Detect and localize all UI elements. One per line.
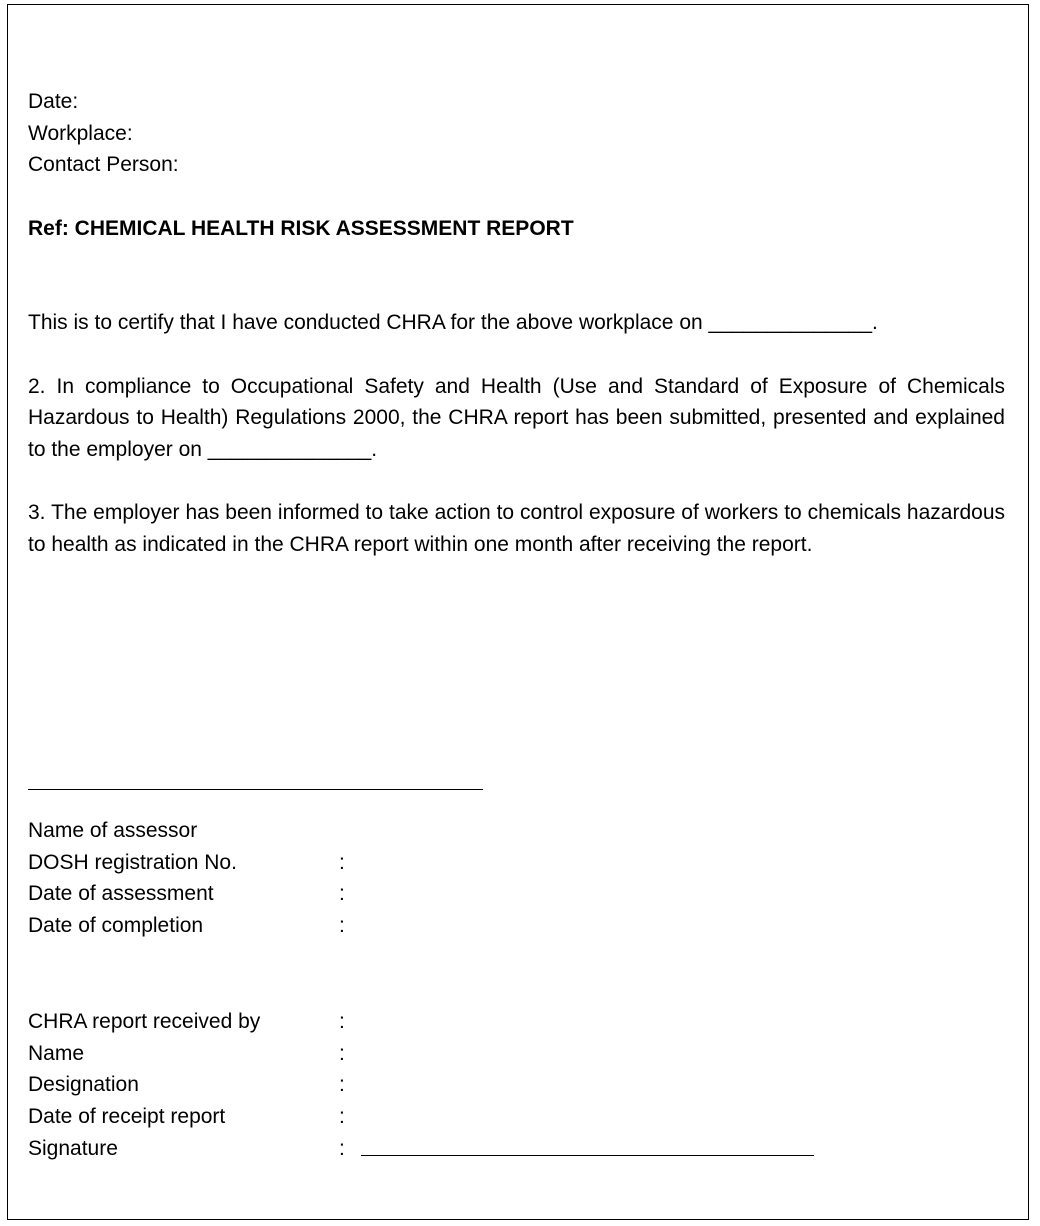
dosh-row	[28, 847, 361, 879]
employer-action-paragraph: 3. The employer has been informed to take action to control exposure of workers to chemicals hazardous to health as indicated in the CHRA report within one month after receiving the report.	[28, 501, 1005, 556]
colon: :	[339, 914, 345, 938]
completion-date-row	[28, 910, 361, 942]
letter-body	[28, 86, 1005, 560]
completion-date-label: Date of completion	[28, 914, 204, 938]
assessor-name-label: Name of assessor	[28, 819, 198, 842]
colon: :	[339, 1105, 345, 1129]
receipt-date-label: Date of receipt report	[28, 1105, 226, 1129]
signature-label: Signature	[28, 1136, 118, 1160]
receipt-date-row	[28, 1101, 814, 1133]
assessment-date-label: Date of assessment	[28, 882, 214, 906]
assessor-name-row	[28, 815, 361, 847]
colon: :	[339, 882, 345, 906]
colon: :	[339, 1010, 345, 1033]
signature-row	[28, 1133, 814, 1165]
compliance-paragraph: 2. In compliance to Occupational Safety and Health (Use and Standard of Exposure of Chemicals Hazardous to Health) Regulations 2000, the CHRA report has been submitted, presented and explained to the employer on ______________.	[28, 374, 1005, 461]
colon: :	[339, 1073, 345, 1097]
designation-label: Designation	[28, 1073, 139, 1097]
workplace-label: Workplace:	[28, 121, 133, 145]
colon: :	[339, 850, 345, 874]
receiver-signature-line	[361, 1133, 814, 1156]
received-by-row	[28, 1006, 814, 1038]
received-by-label: CHRA report received by	[28, 1010, 261, 1033]
certify-paragraph: This is to certify that I have conducted CHRA for the above workplace on ______________.	[28, 311, 878, 334]
receiver-name-label: Name	[28, 1041, 85, 1065]
designation-row	[28, 1069, 814, 1101]
assessment-date-row	[28, 878, 361, 910]
dosh-label: DOSH registration No.	[28, 850, 237, 874]
date-label: Date:	[28, 90, 79, 113]
colon: :	[339, 1136, 345, 1160]
assessor-signature-line	[28, 789, 483, 790]
colon: :	[339, 1041, 345, 1065]
receipt-details	[28, 1006, 814, 1165]
assessor-details	[28, 815, 361, 942]
contact-person-label: Contact Person:	[28, 153, 179, 176]
reference-title: Ref: CHEMICAL HEALTH RISK ASSESSMENT REPORT	[28, 216, 574, 240]
receiver-name-row	[28, 1038, 814, 1070]
